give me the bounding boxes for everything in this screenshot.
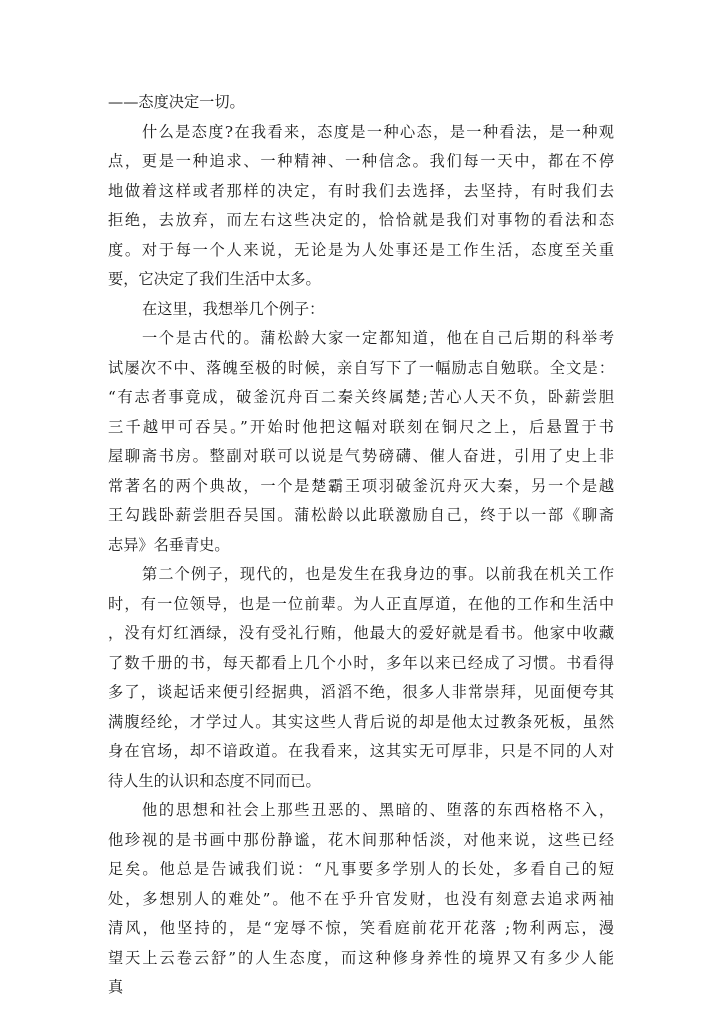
text-line: 在这里，我想举几个例子： (142, 299, 325, 318)
text-line: 满腹经纶，才学过人。其实这些人背后说的却是他太过教条死板，虽然 (108, 712, 614, 731)
text-line: 拒绝，去放弃，而左右这些决定的，恰恰就是我们对事物的看法和态 (108, 211, 614, 229)
text-line: 足矣。他总是告诫我们说：“凡事要多学别人的长处，多看自己的短 (108, 860, 614, 878)
text-line: 第二个例子，现代的，也是发生在我身边的事。以前我在机关工作 (142, 565, 614, 583)
text-line: 他的思想和社会上那些丑恶的、黑暗的、堕落的东西格格不入， (142, 801, 614, 819)
text-line: 望天上云卷云舒”的人生态度，而这种修身养性的境界又有多少人能 (108, 948, 614, 967)
paragraph-his-thoughts (108, 796, 614, 1003)
text-line: 王勾践卧薪尝胆吞吴国。蒲松龄以此联激励自己，终于以一部《聊斋 (108, 506, 614, 524)
text-line: 一个是古代的。蒲松龄大家一定都知道，他在自己后期的科举考 (142, 329, 614, 347)
text-line: 什么是态度?在我看来，态度是一种心态，是一种看法，是一种观 (142, 122, 614, 141)
text-line: 真 (108, 978, 124, 996)
paragraph-examples-intro (108, 295, 614, 325)
text-line: ——态度决定一切。 (108, 93, 245, 111)
text-line: ，没有灯红酒绿，没有受礼行贿，他最大的爱好就是看书。他家中收藏 (108, 624, 614, 642)
text-line: 清风，他坚持的，是“宠辱不惊，笑看庭前花开花落 ;物利两忘，漫 (108, 919, 614, 937)
paragraph-title (108, 88, 614, 118)
text-line: 点，更是一种追求、一种精神、一种信念。我们每一天中，都在不停 (108, 152, 614, 170)
text-line: 他珍视的是书画中那份静谧，花木间那种恬淡，对他来说，这些已经 (108, 830, 614, 849)
paragraph-example-ancient (108, 324, 614, 560)
text-line: 地做着这样或者那样的决定，有时我们去选择，去坚持，有时我们去 (108, 181, 614, 200)
text-line: 待人生的认识和态度不同而已。 (108, 771, 321, 790)
text-line: “有志者事竟成，破釜沉舟百二秦关终属楚;苦心人天不负，卧薪尝胆 (108, 388, 614, 406)
text-line: 屋聊斋书房。整副对联可以说是气势磅礴、催人奋进，引用了史上非 (108, 447, 614, 465)
text-line: 三千越甲可吞吴。”开始时他把这幅对联刻在铜尺之上，后悬置于书 (108, 417, 614, 436)
text-line: 志异》名垂青史。 (108, 535, 230, 554)
text-line: 多了，谈起话来便引经据典，滔滔不绝，很多人非常崇拜，见面便夸其 (108, 683, 614, 701)
text-line: 了数千册的书，每天都看上几个小时，多年以来已经成了习惯。书看得 (108, 653, 614, 672)
document-page (108, 88, 614, 1003)
text-line: 处，多想别人的难处”。他不在乎升官发财，也没有刻意去追求两袖 (108, 889, 614, 908)
text-line: 试屡次不中、落魄至极的时候，亲自写下了一幅励志自勉联。全文是： (108, 358, 614, 377)
text-line: 度。对于每一个人来说，无论是为人处事还是工作生活，态度至关重 (108, 240, 614, 259)
paragraph-example-modern (108, 560, 614, 796)
paragraph-what-is-attitude (108, 118, 614, 295)
text-line: 要，它决定了我们生活中太多。 (108, 270, 321, 288)
text-line: 身在官场，却不谙政道。在我看来，这其实无可厚非，只是不同的人对 (108, 742, 614, 760)
text-line: 时，有一位领导，也是一位前辈。为人正直厚道，在他的工作和生活中 (108, 594, 614, 613)
text-line: 常著名的两个典故，一个是楚霸王项羽破釜沉舟灭大秦，另一个是越 (108, 476, 614, 495)
